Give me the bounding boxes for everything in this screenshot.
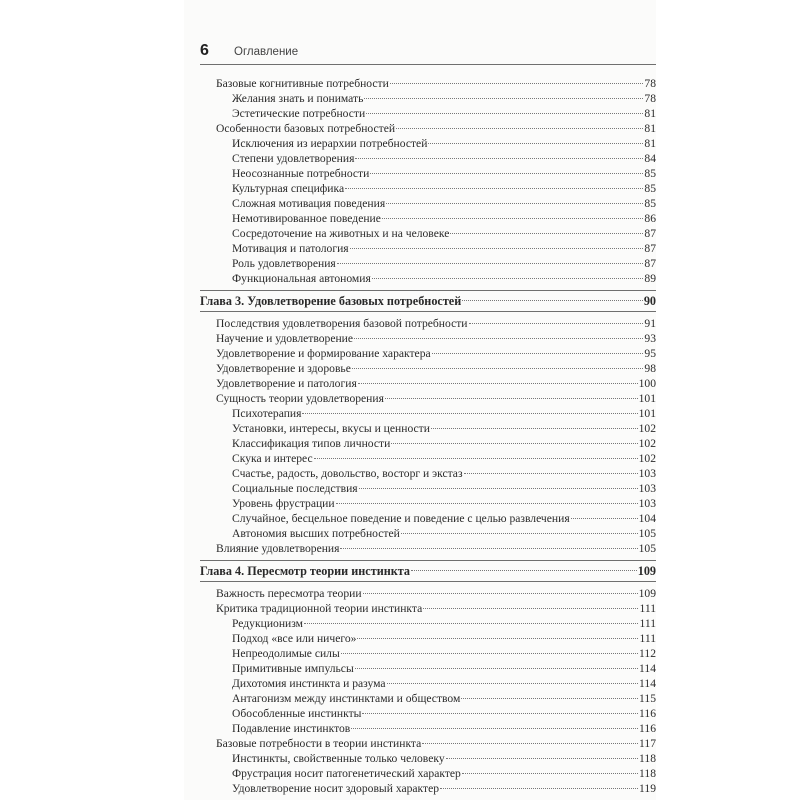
dot-leader [385,398,638,399]
toc-entry-title: Фрустрация носит патогенетический характер [232,767,461,780]
dot-leader [314,458,638,459]
dot-leader [462,300,643,301]
toc-entry-page: 86 [644,212,656,225]
toc-entry-page: 87 [644,257,656,270]
toc-entry-page: 95 [644,347,656,360]
toc-entry-title: Удовлетворение и формирование характера [216,347,431,360]
toc-entry [200,451,656,466]
toc-entry [200,691,656,706]
dot-leader [382,218,644,219]
toc-entry [200,271,656,286]
toc-entry-title: Обособленные инстинкты [232,707,362,720]
toc-entry [200,391,656,406]
toc-entry-title: Последствия удовлетворения базовой потребности [216,317,468,330]
toc-entry [200,121,656,136]
toc-entry [200,496,656,511]
toc-entry-title: Эстетические потребности [232,107,366,120]
toc-entry-page: 90 [643,294,656,308]
toc-entry [200,481,656,496]
toc-entry-title: Счастье, радость, довольство, восторг и экстаз [232,467,463,480]
toc-entry-page: 103 [638,497,656,510]
toc-entry-page: 115 [639,692,656,705]
toc-entry-title: Влияние удовлетворения [216,542,340,555]
dot-leader [354,338,643,339]
toc-entry-page: 114 [639,677,656,690]
toc-entry-page: 101 [638,407,656,420]
dot-leader [345,188,643,189]
dot-leader [428,143,643,144]
toc-entry [200,676,656,691]
toc-entry-title: Социальные последствия [232,482,358,495]
toc-entry-page: 85 [644,197,656,210]
toc-entry [200,166,656,181]
toc-entry-page: 111 [639,632,656,645]
toc-entry-title: Удовлетворение и здоровье [216,362,351,375]
dot-leader [461,698,638,699]
toc-entry [200,106,656,121]
toc-entry-title: Классификация типов личности [232,437,391,450]
toc-entry-page: 89 [644,272,656,285]
toc-entry-page: 117 [639,737,656,750]
dot-leader [391,443,637,444]
toc-chapter-heading [200,560,656,582]
toc-entry-page: 85 [644,182,656,195]
toc-entry-page: 78 [644,77,656,90]
toc-entry [200,421,656,436]
dot-leader [363,593,638,594]
toc-entry [200,316,656,331]
dot-leader [350,248,644,249]
toc-entry-title: Сущность теории удовлетворения [216,392,384,405]
toc-entry [200,736,656,751]
toc-entry [200,211,656,226]
toc-entry-page: 103 [638,482,656,495]
page-number: 6 [200,42,209,59]
toc-entry-title: Установки, интересы, вкусы и ценности [232,422,430,435]
dot-leader [359,488,638,489]
toc-entry-title: Сосредоточение на животных и на человеке [232,227,450,240]
dot-leader [571,518,638,519]
toc-entry-title: Научение и удовлетворение [216,332,354,345]
dot-leader [440,788,638,789]
toc-entry-page: 87 [644,227,656,240]
toc-entry-title: Удовлетворение носит здоровый характер [232,782,440,795]
toc-entry-title: Функциональная автономия [232,272,371,285]
toc-entry-page: 102 [638,452,656,465]
toc-entry-page: 100 [638,377,656,390]
toc-entry-page: 81 [644,122,656,135]
dot-leader [366,113,643,114]
dot-leader [362,713,638,714]
toc-entry [200,361,656,376]
toc-entry-page: 118 [639,767,656,780]
toc-entry [200,616,656,631]
toc-entry-title: Подход «все или ничего» [232,632,357,645]
toc-entry [200,226,656,241]
toc-entry-page: 102 [638,437,656,450]
dot-leader [337,263,644,264]
toc-entry-page: 109 [638,587,656,600]
dot-leader [469,323,644,324]
dot-leader [401,533,638,534]
toc-entry [200,331,656,346]
toc-entry-title: Сложная мотивация поведения [232,197,386,210]
dot-leader [302,413,637,414]
toc-entry-page: 105 [638,527,656,540]
toc-entry-title: Базовые потребности в теории инстинкта [216,737,422,750]
toc-entry-title: Подавление инстинктов [232,722,351,735]
dot-leader [422,743,638,744]
toc-entry-page: 85 [644,167,656,180]
toc-entry-title: Исключения из иерархии потребностей [232,137,428,150]
toc-entry [200,196,656,211]
dot-leader [411,570,637,571]
toc-entry [200,766,656,781]
toc-entry [200,346,656,361]
toc-entry-page: 116 [639,722,656,735]
dot-leader [450,233,643,234]
dot-leader [464,473,638,474]
toc-entry-title: Удовлетворение и патология [216,377,357,390]
dot-leader [364,98,643,99]
toc-entry [200,406,656,421]
toc-entry-page: 87 [644,242,656,255]
toc-entry-title: Уровень фрустрации [232,497,335,510]
toc-entry-title: Культурная специфика [232,182,345,195]
toc-entry-page: 98 [644,362,656,375]
toc-entry-page: 116 [639,707,656,720]
dot-leader [386,203,643,204]
toc-entry-title: Психотерапия [232,407,302,420]
toc-entry [200,256,656,271]
toc-entry-title: Немотивированное поведение [232,212,381,225]
toc-entry [200,91,656,106]
toc-entry-title: Особенности базовых потребностей [216,122,396,135]
toc-entry-title: Важность пересмотра теории [216,587,362,600]
toc-entry-page: 101 [638,392,656,405]
dot-leader [336,503,638,504]
toc-entry-page: 81 [644,107,656,120]
toc-entry [200,646,656,661]
dot-leader [396,128,643,129]
toc-entry-page: 78 [644,92,656,105]
dot-leader [352,368,644,369]
toc-entry [200,721,656,736]
dot-leader [390,83,644,84]
dot-leader [355,668,638,669]
toc-entry [200,151,656,166]
dot-leader [351,728,638,729]
toc-entry-title: Глава 4. Пересмотр теории инстинкта [200,564,410,578]
toc-entry-title: Случайное, бесцельное поведение и поведение с целью развлечения [232,512,570,525]
toc-entry-page: 102 [638,422,656,435]
toc-entry-title: Мотивация и патология [232,242,349,255]
toc-entry [200,601,656,616]
running-head: Оглавление [234,46,299,58]
toc-entry-page: 111 [639,602,656,615]
toc-entry-page: 81 [644,137,656,150]
toc-entry-title: Инстинкты, свойственные только человеку [232,752,445,765]
toc-entry [200,76,656,91]
toc-entry-title: Дихотомия инстинкта и разума [232,677,386,690]
toc-entry-page: 105 [638,542,656,555]
dot-leader [387,683,638,684]
dot-leader [355,158,643,159]
toc-entry [200,376,656,391]
toc-entry-title: Степени удовлетворения [232,152,355,165]
dot-leader [462,773,638,774]
toc-entry [200,181,656,196]
toc-entry-page: 118 [639,752,656,765]
toc-entry-title: Примитивные импульсы [232,662,354,675]
toc-entry-page: 112 [639,647,656,660]
toc-entry-page: 119 [639,782,656,795]
toc-entry [200,706,656,721]
toc-entry [200,541,656,556]
toc-entry-title: Желания знать и понимать [232,92,364,105]
toc-entry-title: Роль удовлетворения [232,257,336,270]
dot-leader [341,653,638,654]
dot-leader [423,608,638,609]
toc-entry-page: 104 [638,512,656,525]
toc-entry-page: 91 [644,317,656,330]
dot-leader [372,278,644,279]
toc-entry-page: 93 [644,332,656,345]
page-header [200,40,656,65]
toc-entry-title: Глава 3. Удовлетворение базовых потребностей [200,294,462,308]
toc-entry-title: Базовые когнитивные потребности [216,77,389,90]
toc-entry-page: 114 [639,662,656,675]
toc-entry-title: Непреодолимые силы [232,647,340,660]
toc-entry-page: 111 [639,617,656,630]
table-of-contents [200,76,656,796]
toc-entry [200,511,656,526]
dot-leader [446,758,638,759]
dot-leader [358,383,638,384]
toc-entry [200,241,656,256]
toc-entry-title: Редукционизм [232,617,303,630]
dot-leader [357,638,638,639]
toc-chapter-heading [200,290,656,312]
toc-entry [200,466,656,481]
toc-entry [200,781,656,796]
toc-entry-title: Автономия высших потребностей [232,527,400,540]
toc-entry-title: Неосознанные потребности [232,167,370,180]
toc-entry [200,631,656,646]
toc-entry [200,751,656,766]
toc-entry [200,136,656,151]
dot-leader [431,428,638,429]
toc-entry-title: Скука и интерес [232,452,313,465]
toc-entry-page: 84 [644,152,656,165]
toc-entry [200,526,656,541]
dot-leader [304,623,638,624]
toc-entry [200,586,656,601]
toc-entry [200,436,656,451]
dot-leader [370,173,643,174]
toc-entry-title: Антагонизм между инстинктами и обществом [232,692,461,705]
dot-leader [432,353,644,354]
toc-entry-page: 103 [638,467,656,480]
toc-entry [200,661,656,676]
toc-entry-page: 109 [637,564,656,578]
toc-entry-title: Критика традиционной теории инстинкта [216,602,423,615]
dot-leader [340,548,637,549]
